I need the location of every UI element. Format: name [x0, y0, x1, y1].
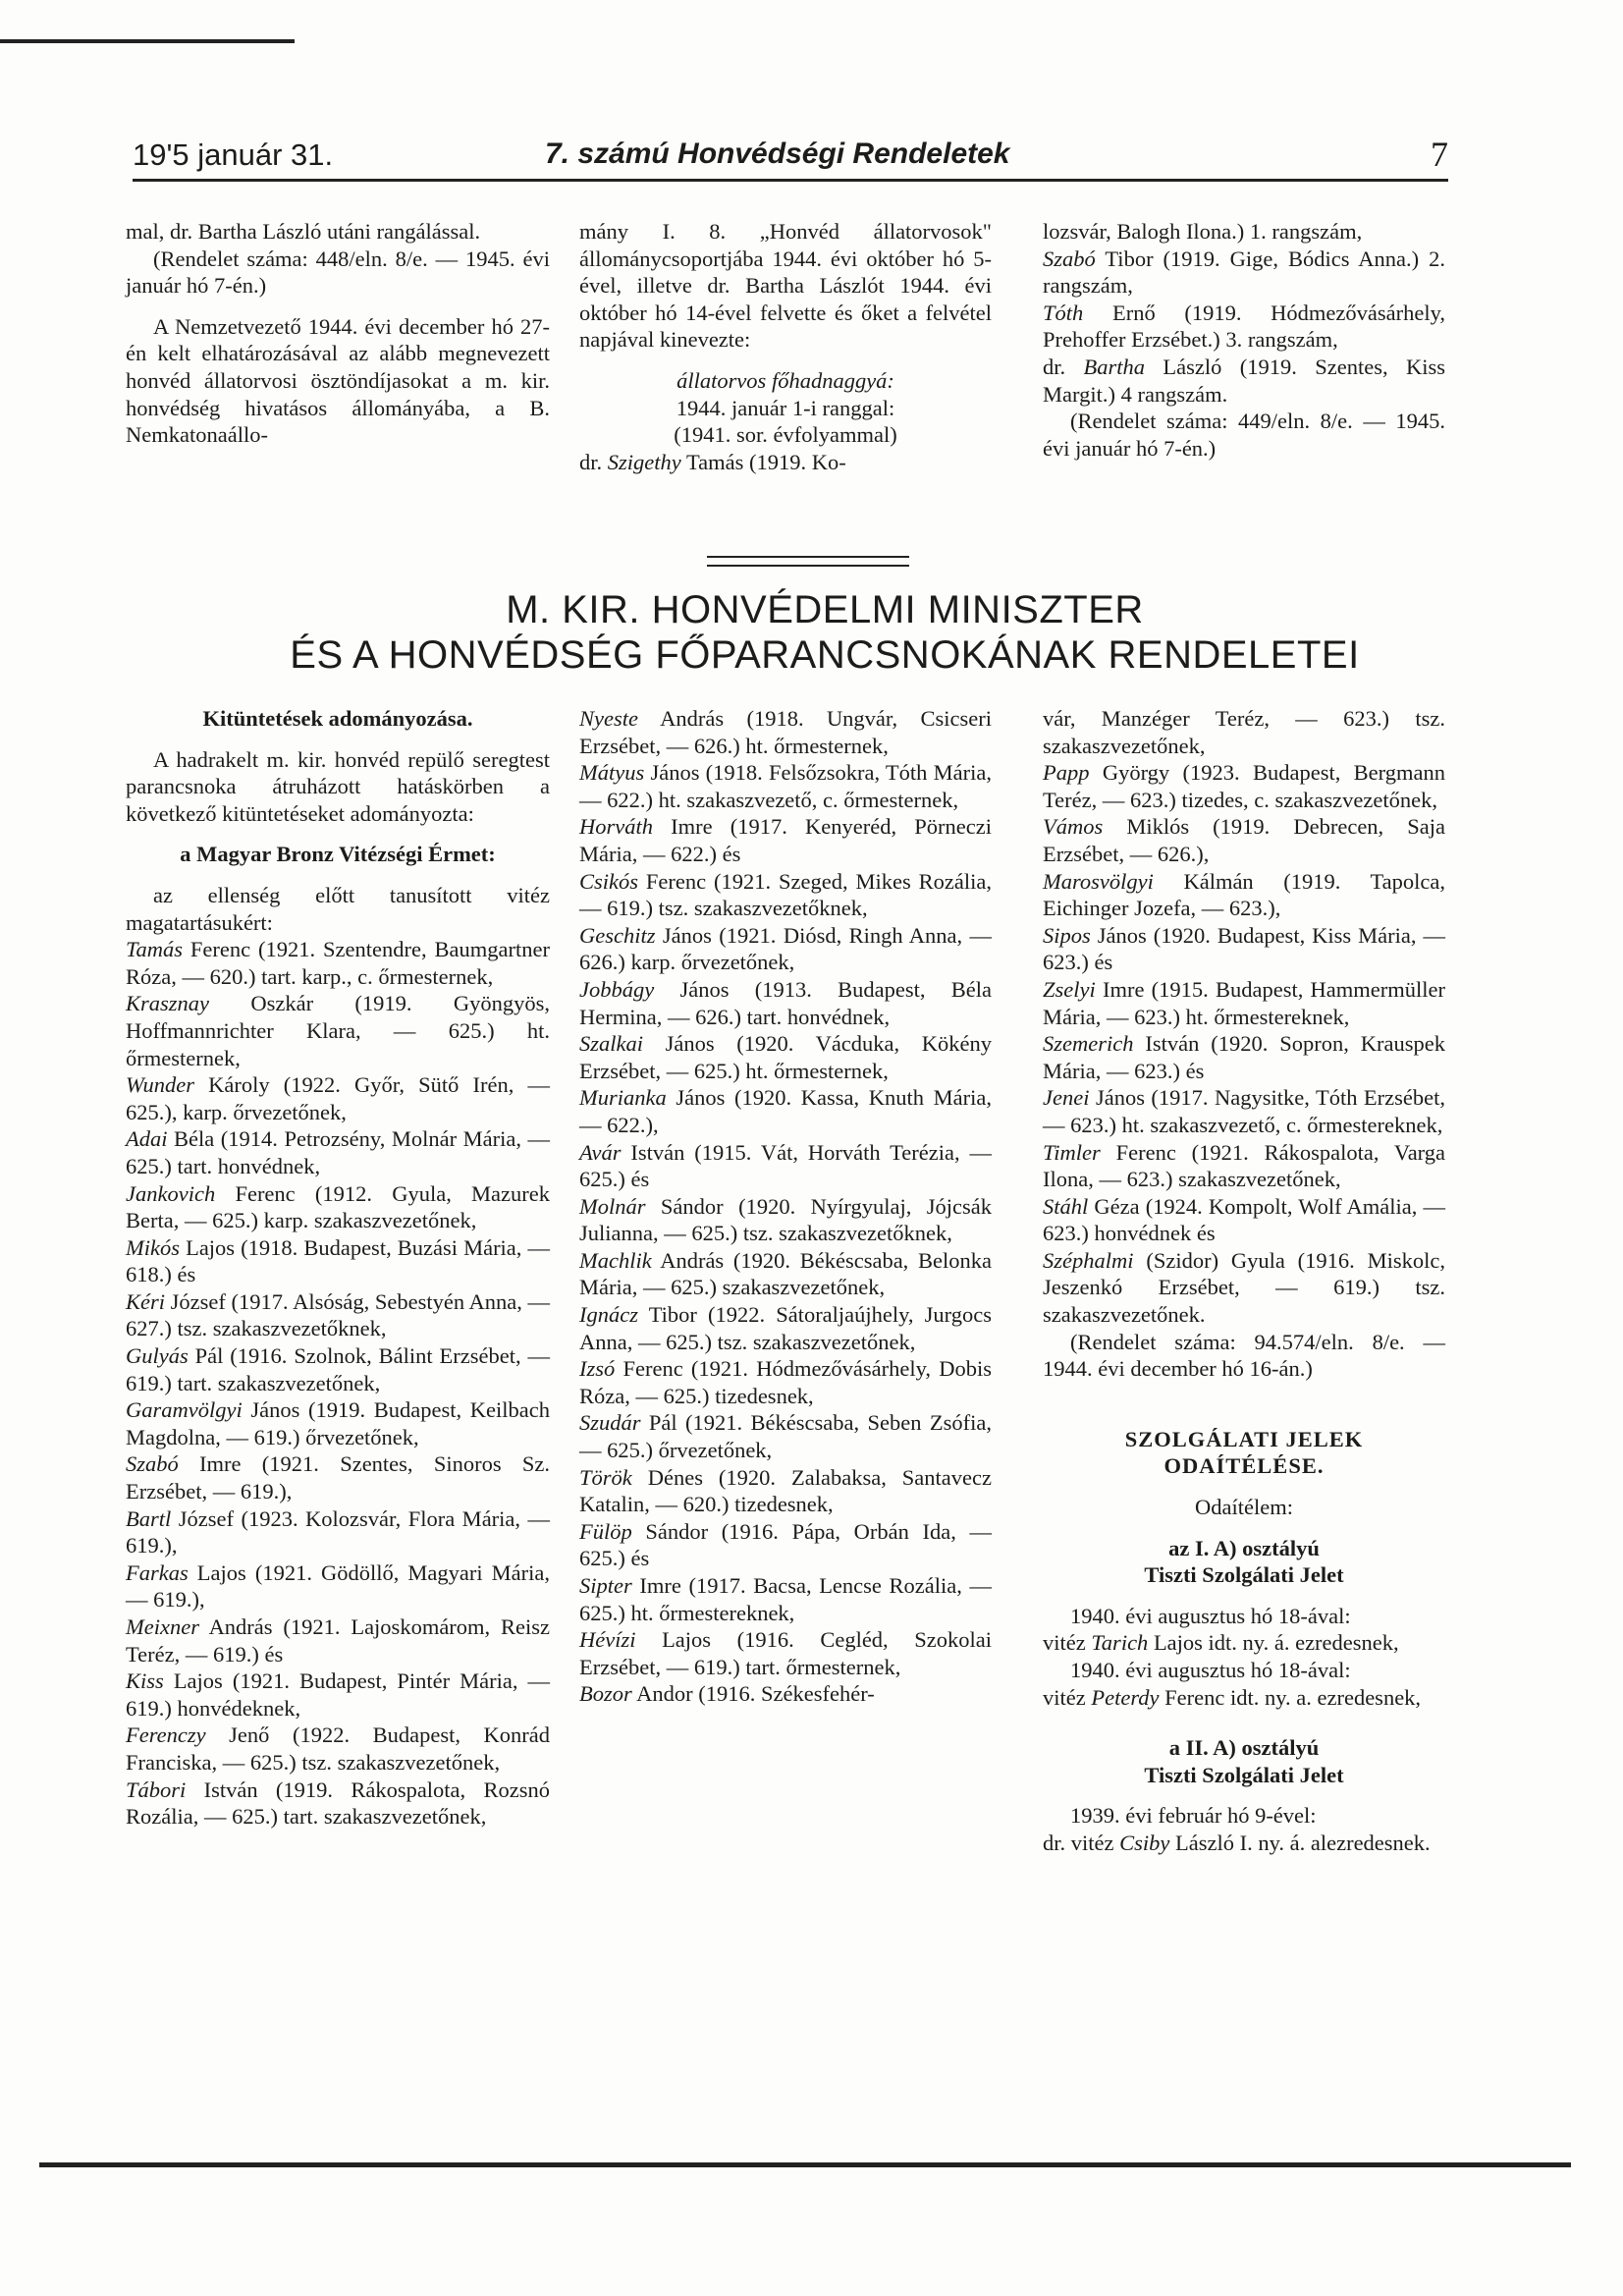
entry-name: Kiss — [126, 1668, 164, 1694]
entry — [579, 1139, 992, 1193]
entry-name: Jankovich — [126, 1180, 216, 1206]
entry-text: Ferenc (1921. Rákospalota, Varga Ilona, — 623.) szakaszvezetőnek, — [1043, 1139, 1445, 1192]
entry — [126, 1777, 550, 1831]
entry-name: Tarich — [1091, 1630, 1149, 1656]
entry-text: András (1921. Lajoskomárom, Reisz Teréz, — 619.) és — [126, 1614, 550, 1667]
entry-text: Lajos (1921. Budapest, Pintér Mária, — 619.) honvédeknek, — [126, 1668, 551, 1721]
entry-text: Imre (1917. Bacsa, Lencse Rozália, — 625.) ht. őrmestereknek, — [579, 1573, 992, 1625]
entry-text: Jenő (1922. Budapest, Konrád Franciska, — 625.) tsz. szakaszvezetőnek, — [126, 1722, 551, 1775]
entry-name: Izsó — [579, 1356, 616, 1382]
entry-text: Oszkár (1919. Gyöngyös, Hoffmannrichter Klara, — 625.) ht. őrmesternek, — [126, 991, 551, 1070]
entry-text: Andor (1916. Székesfehér- — [636, 1681, 875, 1707]
entry — [126, 1505, 550, 1559]
entry-name: Szalkai — [579, 1031, 643, 1057]
entry-text: vár, Manzéger Teréz, — 623.) tsz. szakaszvezetőnek, — [1043, 706, 1445, 758]
class-heading: a II. A) osztályú — [1168, 1735, 1320, 1761]
entry-name: Szigethy — [607, 449, 681, 474]
entry — [579, 976, 992, 1030]
entry-text: Sándor (1920. Nyírgyulaj, Jójcsák Julianna, — 625.) tsz. szakaszvezetőknek, — [579, 1193, 992, 1246]
entry — [1043, 868, 1445, 922]
entry: vitéz Peterdy Ferenc idt. ny. a. ezredesnek, — [1043, 1684, 1422, 1710]
entry — [126, 1559, 550, 1613]
entry-name: Peterdy — [1091, 1684, 1160, 1710]
entry-name: Marosvölgyi — [1043, 868, 1154, 894]
entry: dr. Bartha László (1919. Szentes, Kiss Margit.) 4 rangszám. — [1043, 354, 1445, 407]
entry-name: Szemerich — [1043, 1031, 1134, 1057]
entry — [1043, 976, 1445, 1030]
entry-name: Zselyi — [1043, 976, 1096, 1002]
entry — [126, 1125, 550, 1179]
entry-name: Mátyus — [579, 760, 645, 786]
column-heading: Kitüntetések adományozása. — [202, 706, 473, 731]
entry-name: Gulyás — [126, 1343, 189, 1369]
entry-name: Machlik — [579, 1247, 652, 1273]
entry — [579, 1572, 992, 1626]
entry-text: András (1920. Békéscsaba, Belonka Mária, — 625.) szakaszvezetőnek, — [579, 1247, 992, 1300]
entry-text: (Szidor) Gyula (1916. Miskolc, Jeszenkó Erzsébet, — 619.) tsz. szakaszvezetőnek. — [1043, 1247, 1445, 1328]
header-date: 19'5 január 31. — [133, 137, 334, 172]
entry-name: Papp — [1043, 760, 1090, 786]
entry — [126, 1722, 550, 1776]
entry-name: Sipos — [1043, 922, 1091, 948]
paragraph: mal, dr. Bartha László utáni rangálással. — [126, 219, 481, 244]
entry-name: Bartha — [1083, 354, 1146, 379]
class-heading: Tiszti Szolgálati Jelet — [1144, 1762, 1344, 1787]
entry-text: Imre (1915. Budapest, Hammermüller Mária, — 623.) ht. őrmestereknek, — [1043, 976, 1446, 1029]
entry — [579, 1301, 992, 1355]
entry — [579, 868, 992, 922]
entry-name: Bartl — [126, 1505, 172, 1531]
header-title: 7. számú Honvédségi Rendeletek — [545, 137, 1010, 170]
top-edge-rule — [0, 39, 295, 43]
class-heading: az I. A) osztályú — [1168, 1535, 1320, 1560]
entry — [126, 1288, 550, 1342]
entry — [126, 1613, 550, 1667]
paragraph: Odaítélem: — [1195, 1495, 1293, 1520]
entry — [126, 1234, 550, 1288]
entry-name: Vámos — [1043, 814, 1104, 840]
entry-name: Ferenczy — [126, 1722, 206, 1748]
entry-name: Horváth — [579, 814, 653, 840]
top-column-1 — [126, 218, 550, 449]
entry-text: Imre (1921. Szentes, Sinoros Sz. Erzsébet, — 619.), — [126, 1451, 550, 1504]
entry — [579, 813, 992, 867]
entry-name: Stáhl — [1043, 1193, 1089, 1219]
decree-reference: (Rendelet száma: 448/eln. 8/e. — 1945. évi január hó 7-én.) — [126, 246, 550, 299]
entry-name: Bozor — [579, 1681, 632, 1707]
entry-text: Károly (1922. Győr, Sütő Irén, — 625.), karp. őrvezetőnek, — [126, 1072, 550, 1124]
entry-text: József (1917. Alsóság, Sebestyén Anna, — 627.) tsz. szakaszvezetőknek, — [126, 1288, 551, 1341]
entry-text: Ferenc (1921. Szentendre, Baumgartner Róza, — 620.) tart. karp., c. őrmesternek, — [126, 937, 550, 989]
entry-text: Miklós (1919. Debrecen, Saja Erzsébet, — 626.), — [1043, 814, 1445, 866]
entry-text: Pál (1921. Békéscsaba, Seben Zsófia, — 625.) őrvezetőnek, — [579, 1410, 992, 1463]
paragraph: A hadrakelt m. kir. honvéd repülő seregtest parancsnoka átruházott hatáskörben a következő kitüntetéseket adományozta: — [126, 746, 550, 826]
entry — [1043, 922, 1445, 976]
entry-text: János (1918. Felsőzsokra, Tóth Mária, — 622.) ht. szakaszvezető, c. őrmesternek, — [579, 760, 992, 812]
entry — [579, 1626, 992, 1680]
entry — [579, 1030, 992, 1084]
entry-text: János (1920. Kassa, Knuth Mária, — 622.), — [579, 1085, 993, 1137]
entry: dr. vitéz Csiby László I. ny. á. alezredesnek. — [1043, 1830, 1431, 1855]
column-3 — [1043, 705, 1445, 1857]
entry: dr. Szigethy Tamás (1919. Ko- — [579, 449, 846, 474]
entry: Szabó Tibor (1919. Gige, Bódics Anna.) 2. rangszám, — [1043, 246, 1445, 299]
entry-text: György (1923. Budapest, Bergmann Teréz, — 623.) tizedes, c. szakaszvezetőnek, — [1043, 760, 1445, 812]
entry — [126, 1180, 550, 1234]
entry-name: Szabó — [126, 1451, 179, 1477]
entry — [579, 1409, 992, 1463]
subsection-title-line-2: ODAÍTÉLÉSE. — [1163, 1453, 1325, 1479]
entry-text: János (1919. Budapest, Keilbach Magdolna, — 619.) őrvezetőnek, — [126, 1397, 550, 1449]
award-heading: a Magyar Bronz Vitézségi Érmet: — [180, 842, 496, 867]
entry-text: András (1918. Ungvár, Csicseri Erzsébet, — 626.) ht. őrmesternek, — [579, 706, 992, 758]
top-column-2 — [579, 218, 992, 475]
entry — [579, 1084, 992, 1138]
entry-date: 1940. évi augusztus hó 18-ával: — [1070, 1658, 1351, 1682]
entry-text: Ferenc (1912. Gyula, Mazurek Berta, — 625.) karp. szakaszvezetőnek, — [126, 1180, 551, 1233]
entry-name: Tamás — [126, 937, 183, 962]
entry-name: Adai — [126, 1126, 168, 1152]
entry-text: Pál (1916. Szolnok, Bálint Erzsébet, — 619.) tart. szakaszvezetőnek, — [126, 1343, 550, 1395]
column-1 — [126, 705, 550, 1831]
entry — [579, 1464, 992, 1518]
entry — [126, 1396, 550, 1450]
paragraph: lozsvár, Balogh Ilona.) 1. rangszám, — [1043, 219, 1363, 244]
entry-text: János (1913. Budapest, Béla Hermina, — 626.) tart. honvédnek, — [579, 976, 992, 1029]
entry — [126, 1342, 550, 1396]
entry-text: József (1923. Kolozsvár, Flora Mária, — 619.), — [126, 1505, 551, 1558]
entry-text: Ferenc (1921. Szeged, Mikes Rozália, — 619.) tsz. szakaszvezetőknek, — [579, 868, 992, 921]
section-title — [236, 587, 1414, 678]
entry-list — [1043, 705, 1445, 1329]
page-header — [133, 134, 1448, 182]
paragraph: A Nemzetvezető 1944. évi december hó 27-én kelt elhatározásával az alább megnevezett honvéd állatorvosi ösztöndíjasokat a m. kir. honvédség hivatásos állományába, a B. Nemkatonaállo- — [126, 313, 550, 448]
entry-name: Fülöp — [579, 1518, 632, 1544]
entry — [126, 1071, 550, 1125]
entry — [1043, 813, 1445, 867]
entry — [579, 759, 992, 813]
subsection-title-line-1: SZOLGÁLATI JELEK — [1124, 1426, 1364, 1451]
bottom-rule — [39, 2162, 1571, 2167]
entry-text: Géza (1924. Kompolt, Wolf Amália, — 623.) honvédnek és — [1043, 1193, 1445, 1246]
entry-text: István (1919. Rákospalota, Rozsnó Rozália, — 625.) tart. szakaszvezetőnek, — [126, 1777, 550, 1830]
entry-name: Hévízi — [579, 1627, 636, 1653]
entry-text: János (1917. Nagysitke, Tóth Erzsébet, — 623.) ht. szakaszvezető, c. őrmestereknek, — [1043, 1085, 1446, 1137]
class-heading: Tiszti Szolgálati Jelet — [1144, 1562, 1344, 1588]
decree-reference: (Rendelet száma: 449/eln. 8/e. — 1945. évi január hó 7-én.) — [1043, 409, 1445, 461]
entry-text: János (1921. Diósd, Ringh Anna, — 626.) karp. őrvezetőnek, — [579, 922, 993, 975]
entry — [126, 1667, 550, 1722]
entry-name: Nyeste — [579, 706, 638, 731]
entry-name: Meixner — [126, 1614, 199, 1639]
entry-date: 1939. évi február hó 9-ével: — [1070, 1803, 1317, 1829]
entry-text: Kálmán (1919. Tapolca, Eichinger Jozefa, — 623.), — [1043, 868, 1445, 921]
section-title-line-2: ÉS A HONVÉDSÉG FŐPARANCSNOKÁNAK RENDELETEI — [290, 633, 1360, 677]
entry-name: Szabó — [1043, 246, 1096, 271]
entry-text: János (1920. Vácduka, Kökény Erzsébet, — 625.) ht. őrmesternek, — [579, 1031, 993, 1083]
entry — [1043, 1030, 1445, 1084]
paragraph: mány I. 8. „Honvéd állatorvosok" állománycsoportjába 1944. évi október hó 5-ével, illetve dr. Bartha Lászlót 1944. évi október hó 14-ével felvette és őket a felvétel napjával kinevezte: — [579, 219, 992, 353]
section-divider — [707, 556, 909, 567]
entry-text: István (1915. Vát, Horváth Terézia, — 625.) és — [579, 1139, 993, 1192]
entry-name: Jobbágy — [579, 976, 655, 1002]
entry-name: Murianka — [579, 1085, 667, 1111]
entry-name: Wunder — [126, 1072, 194, 1098]
entry: vitéz Tarich Lajos idt. ny. á. ezredesnek, — [1043, 1630, 1399, 1656]
entry — [1043, 1084, 1445, 1138]
entry-text: Lajos (1918. Budapest, Buzási Mária, — 618.) és — [126, 1234, 550, 1287]
entry — [579, 1247, 992, 1301]
entry — [579, 1355, 992, 1409]
paragraph: az ellenség előtt tanusított vitéz magatartásukért: — [126, 882, 550, 935]
entry-name: Geschitz — [579, 922, 656, 948]
page-number: 7 — [1431, 135, 1448, 174]
entry — [579, 705, 992, 759]
entry-name: Csiby — [1119, 1830, 1170, 1855]
rank-heading: állatorvos főhadnaggyá: — [676, 367, 894, 393]
entry-list — [579, 705, 992, 1708]
section-title-line-1: M. KIR. HONVÉDELMI MINISZTER — [506, 588, 1144, 631]
entry-name: Jenei — [1043, 1085, 1090, 1111]
entry-text: Imre (1917. Kenyeréd, Pörneczi Mária, — 622.) és — [579, 814, 992, 866]
entry-text: Lajos (1921. Gödöllő, Magyari Mária, — 619.), — [126, 1559, 550, 1613]
entry — [1043, 705, 1445, 759]
entry — [579, 1518, 992, 1572]
entry-text: István (1920. Sopron, Krauspek Mária, — 623.) és — [1043, 1031, 1445, 1083]
entry-name: Sipter — [579, 1573, 632, 1598]
top-column-3 — [1043, 218, 1445, 462]
entry-name: Szudár — [579, 1410, 641, 1436]
entry-text: Tibor (1922. Sátoraljaújhely, Jurgocs Anna, — 625.) tsz. szakaszvezetőnek, — [579, 1302, 992, 1354]
rank-year: (1941. sor. évfolyammal) — [674, 422, 897, 448]
entry-text: Sándor (1916. Pápa, Orbán Ida, — 625.) és — [579, 1518, 992, 1571]
entry-name: Krasznay — [126, 991, 210, 1016]
entry-date: 1940. évi augusztus hó 18-ával: — [1070, 1603, 1351, 1628]
entry-name: Tábori — [126, 1777, 187, 1802]
column-2 — [579, 705, 992, 1708]
entry-name: Molnár — [579, 1193, 646, 1219]
entry-name: Mikós — [126, 1234, 180, 1260]
entry-name: Garamvölgyi — [126, 1397, 243, 1423]
entry-name: Farkas — [126, 1559, 189, 1585]
entry — [126, 990, 550, 1071]
entry-text: Lajos (1916. Cegléd, Szokolai Erzsébet, — 619.) tart. őrmesternek, — [579, 1627, 992, 1679]
entry-name: Kéri — [126, 1288, 166, 1314]
entry — [1043, 1247, 1445, 1329]
decree-reference: (Rendelet száma: 94.574/eln. 8/e. — 1944. évi december hó 16-án.) — [1043, 1329, 1445, 1382]
entry-text: Béla (1914. Petrozsény, Molnár Mária, — 625.) tart. honvédnek, — [126, 1126, 550, 1178]
entry-name: Tóth — [1043, 300, 1084, 325]
entry-name: Török — [579, 1464, 632, 1490]
entry — [579, 1193, 992, 1247]
entry-name: Avár — [579, 1139, 622, 1165]
entry — [1043, 759, 1445, 813]
entry-text: Dénes (1920. Zalabaksa, Santavecz Katalin, — 620.) tizedesnek, — [579, 1464, 992, 1517]
entry-text: Ferenc (1921. Hódmezővásárhely, Dobis Róza, — 625.) tizedesnek, — [579, 1356, 993, 1408]
rank-date: 1944. január 1-i ranggal: — [676, 395, 895, 420]
entry: Tóth Ernő (1919. Hódmezővásárhely, Prehoffer Erzsébet.) 3. rangszám, — [1043, 300, 1446, 353]
entry-text: János (1920. Budapest, Kiss Mária, — 623.) és — [1043, 922, 1445, 975]
entry-list — [126, 936, 550, 1831]
entry-name: Csikós — [579, 868, 639, 894]
entry — [579, 1680, 992, 1708]
entry — [1043, 1139, 1445, 1193]
entry — [579, 922, 992, 976]
entry — [1043, 1193, 1445, 1247]
entry-name: Timler — [1043, 1139, 1101, 1165]
entry-name: Széphalmi — [1043, 1247, 1134, 1273]
entry-name: Ignácz — [579, 1302, 638, 1328]
entry — [126, 1450, 550, 1504]
entry — [126, 936, 550, 990]
